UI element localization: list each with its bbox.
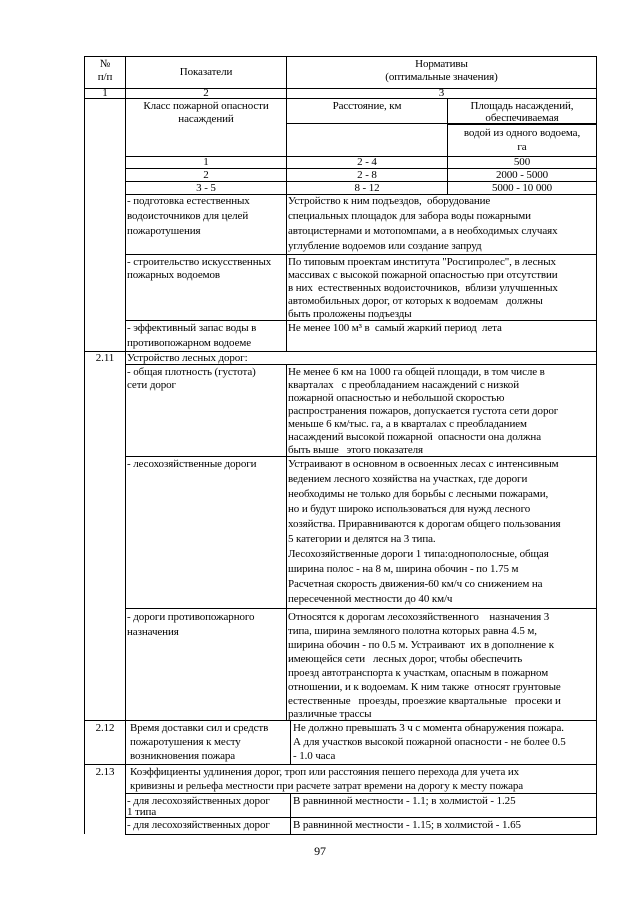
natural-sources-text: специальных площадок для забора воды пожарными [288, 210, 531, 222]
header-norms-sub: (оптимальные значения) [385, 71, 498, 83]
forest-roads-text: пересеченной местности до 40 км/ч [288, 593, 453, 605]
header-num: № [99, 58, 111, 70]
rule [290, 793, 291, 834]
artificial-reservoirs-label: - строительство искусственных [127, 256, 272, 268]
road-density-text: меньше 6 км/тыс. га, а в кварталах с преобладанием [288, 418, 527, 430]
natural-sources-text: Устройство к ним подъездов, оборудование [288, 195, 491, 207]
road-density-text: пожарной опасностью и небольшой скоростью [288, 392, 505, 404]
column-number-3: 3 [438, 87, 445, 99]
header-norms: Нормативы [415, 58, 468, 70]
distance-header: Расстояние, км [332, 100, 402, 112]
artificial-reservoirs-text: По типовым проектам института "Росгипролес", в лесных [288, 256, 556, 268]
forest-roads-text: хозяйства. Приравниваются к дорогам общего пользования [288, 518, 561, 530]
natural-sources-label: водоисточников для целей [127, 210, 249, 222]
forest-roads-text: ведением лесного хозяйства на участках, где дороги [288, 473, 528, 485]
artificial-reservoirs-text: быть проложены подъезды [288, 308, 412, 320]
rule [125, 817, 597, 818]
distance-cell: 2 - 8 [357, 169, 377, 181]
delivery-time-label: пожаротушения к месту [130, 736, 241, 748]
fire-roads-text: отношении, и к водоемам. К ним также относят грунтовые [288, 681, 561, 693]
coef-road-type1-label: 1 типа [127, 806, 157, 818]
artificial-reservoirs-text: автомобильных дорог, от которых к водоемам должны [288, 295, 543, 307]
page-number: 97 [314, 844, 326, 858]
natural-sources-label: - подготовка естественных [127, 195, 250, 207]
artificial-reservoirs-text: массивах с высокой пожарной опасностью при отсутствии [288, 269, 558, 281]
coef-road-label: - для лесохозяйственных дорог [127, 819, 270, 831]
class-header: Класс пожарной опасности [143, 100, 269, 112]
forest-roads-label: - лесохозяйственные дороги [127, 458, 257, 470]
column-number-1: 1 [102, 87, 108, 99]
forest-roads-text: необходимы не только для борьбы с лесными пожарами, [288, 488, 549, 500]
rule [84, 764, 597, 765]
rule [286, 364, 287, 720]
rule [125, 834, 597, 835]
class-cell: 1 [203, 156, 209, 168]
water-reserve-label: противопожарном водоеме [127, 337, 251, 349]
area-cell: 500 [513, 156, 531, 168]
fire-roads-text: проезд автотранспорта к участкам, опасным в пожарном [288, 667, 549, 679]
road-density-label: сети дорог [127, 379, 176, 391]
header-num-sub: п/п [97, 71, 113, 83]
forest-roads-text: ширина полос - на 8 м, ширина обочин - по 1.75 м [288, 563, 519, 575]
class-cell: 3 - 5 [196, 182, 216, 194]
water-reserve-label: - эффективный запас воды в [127, 322, 257, 334]
area-header-2: обеспечиваемая [485, 112, 559, 124]
road-density-label: - общая плотность (густота) [127, 366, 256, 378]
coef-road-type1-label: - для лесохозяйственных дорог [127, 795, 270, 807]
artificial-reservoirs-text: в них естественных водоисточников, вблизи улучшенных [288, 282, 558, 294]
delivery-time-text: Не должно превышать 3 ч с момента обнаружения пожара. [293, 722, 564, 734]
natural-sources-label: пожаротушения [127, 225, 201, 237]
fire-roads-text: Относятся к дорогам лесохозяйственного назначения 3 [288, 611, 550, 623]
rule [596, 56, 597, 834]
coef-road-value: В равнинной местности - 1.15; в холмистой - 1.65 [293, 819, 521, 831]
fire-roads-text: типа, ширина земляного полотна которых равна 4.5 м, [288, 625, 537, 637]
forest-roads-text: Устраивают в основном в освоенных лесах с интенсивным [288, 458, 559, 470]
forest-roads-text: но и будут широко использоваться для нужд лесного [288, 503, 531, 515]
natural-sources-text: автоцистернами и мотопомпами, а в необходимых случаях [288, 225, 558, 237]
class-header-cont: насаждений [178, 113, 234, 125]
rule [290, 720, 291, 764]
area-header-4: га [517, 141, 527, 153]
delivery-time-label: возникновения пожара [130, 750, 236, 762]
rule [84, 56, 85, 834]
distance-cell: 8 - 12 [354, 182, 380, 194]
fire-roads-label: - дороги противопожарного [127, 611, 255, 623]
artificial-reservoirs-label: пожарных водоемов [127, 269, 220, 281]
forest-roads-text: 5 категории и делятся на 3 типа. [288, 533, 436, 545]
fire-roads-text: имеющейся сети лесных дорог, чтобы обеспечить [288, 653, 523, 665]
rule [84, 56, 597, 57]
class-cell: 2 [203, 169, 209, 181]
rule [286, 194, 287, 351]
section-title: Устройство лесных дорог: [127, 352, 248, 364]
area-cell: 2000 - 5000 [495, 169, 549, 181]
road-density-text: насаждений высокой пожарной опасности она должна [288, 431, 541, 443]
rule [125, 254, 597, 255]
section-number: 2.13 [95, 766, 115, 778]
road-density-text: кварталах с преобладанием насаждений с низкой [288, 379, 519, 391]
fire-roads-text: ширина обочин - по 0.5 м. Устраивают их в дополнение к [288, 639, 554, 651]
area-cell: 5000 - 10 000 [491, 182, 553, 194]
coef-road-type1-value: В равнинной местности - 1.1; в холмистой - 1.25 [293, 795, 516, 807]
section-number: 2.11 [95, 352, 115, 364]
natural-sources-text: углубление водоемов или создание запруд [288, 240, 482, 252]
fire-roads-text: различные трассы [288, 708, 372, 720]
area-header: Площадь насаждений, [470, 100, 574, 112]
forest-roads-text: Лесохозяйственные дороги 1 типа:однополосные, общая [288, 548, 549, 560]
coefficients-text: Коэффициенты удлинения дорог, троп или расстояния пешего перехода для учета их [130, 766, 520, 778]
rule [125, 793, 597, 794]
header-indicators: Показатели [179, 66, 233, 78]
road-density-text: распространения пожаров, допускается густота сети дорог [288, 405, 559, 417]
road-density-text: быть выше этого показателя [288, 444, 423, 456]
section-number: 2.12 [95, 722, 115, 734]
fire-roads-label: назначения [127, 626, 179, 638]
delivery-time-text: А для участков высокой пожарной опасности - не более 0.5 [293, 736, 566, 748]
forest-roads-text: Расчетная скорость движения-60 км/ч со снижением на [288, 578, 543, 590]
column-number-2: 2 [203, 87, 209, 99]
delivery-time-label: Время доставки сил и средств [130, 722, 269, 734]
area-header-3: водой из одного водоема, [463, 127, 581, 139]
distance-cell: 2 - 4 [357, 156, 377, 168]
coefficients-text: кривизны и рельефа местности при расчете затрат времени на дорогу к месту пожара [130, 780, 524, 792]
road-density-text: Не менее 6 км на 1000 га общей площади, в том числе в [288, 366, 545, 378]
rule [125, 608, 597, 609]
delivery-time-text: - 1.0 часа [293, 750, 336, 762]
fire-roads-text: естественные проезды, проезжие квартальные просеки и [288, 695, 561, 707]
water-reserve-text: Не менее 100 м³ в самый жаркий период лета [288, 322, 502, 334]
